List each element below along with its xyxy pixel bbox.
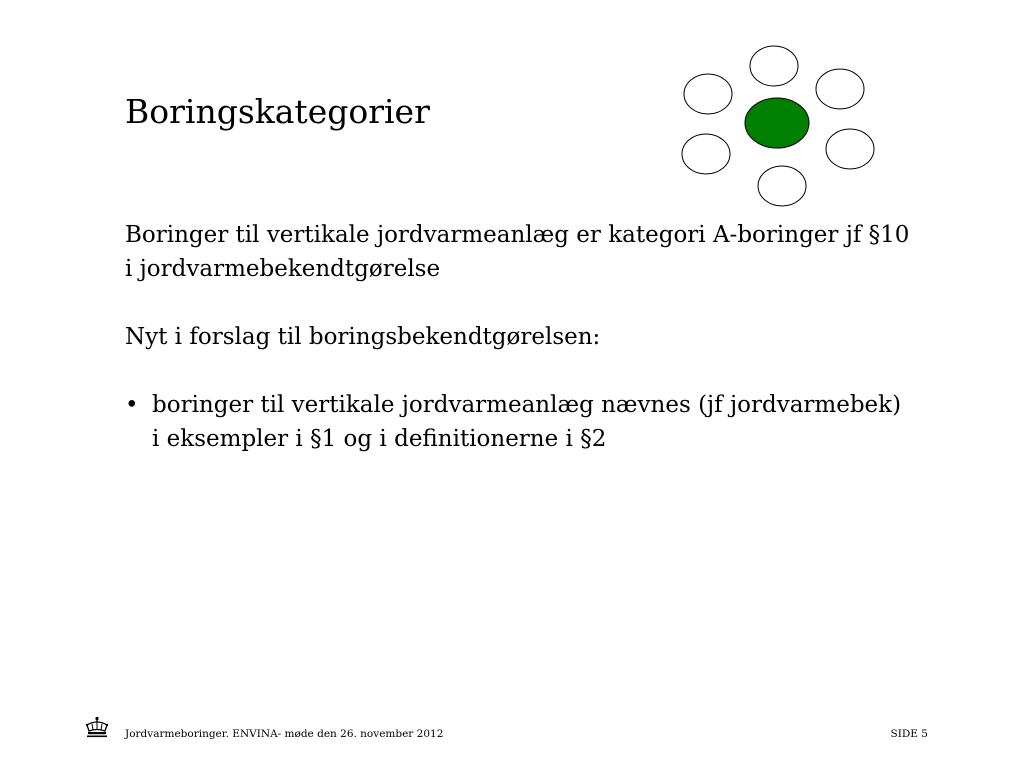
- paragraph-kategori-line1: Boringer til vertikale jordvarmeanlæg er kategori A-boringer jf §10: [125, 222, 910, 248]
- paragraph-forslag: Nyt i forslag til boringsbekendtgørelsen:: [125, 324, 601, 350]
- bullet-line1: boringer til vertikale jordvarmeanlæg nævnes (jf jordvarmebek): [152, 392, 902, 418]
- outer-circle-bottom-left: [682, 134, 730, 174]
- footer-text: Jordvarmeboringer. ENVINA- møde den 26. november 2012: [125, 728, 444, 740]
- outer-circle-top-right: [816, 69, 864, 109]
- bullet-marker: •: [125, 392, 139, 418]
- center-circle: [745, 98, 809, 148]
- slide-title: Boringskategorier: [125, 92, 430, 131]
- paragraph-kategori: [125, 218, 985, 286]
- outer-circle-top: [750, 46, 798, 86]
- outer-circle-top-left: [684, 74, 732, 114]
- outer-circle-bottom: [758, 166, 806, 206]
- bullet-item: [125, 388, 985, 456]
- paragraph-kategori-line2: i jordvarmebekendtgørelse: [125, 256, 441, 282]
- crown-icon: [84, 716, 110, 740]
- slide-body: [125, 218, 985, 456]
- page-number: SIDE 5: [890, 728, 928, 740]
- bullet-line2: i eksempler i §1 og i definitionerne i §2: [152, 426, 607, 452]
- outer-circle-bottom-right: [826, 129, 874, 169]
